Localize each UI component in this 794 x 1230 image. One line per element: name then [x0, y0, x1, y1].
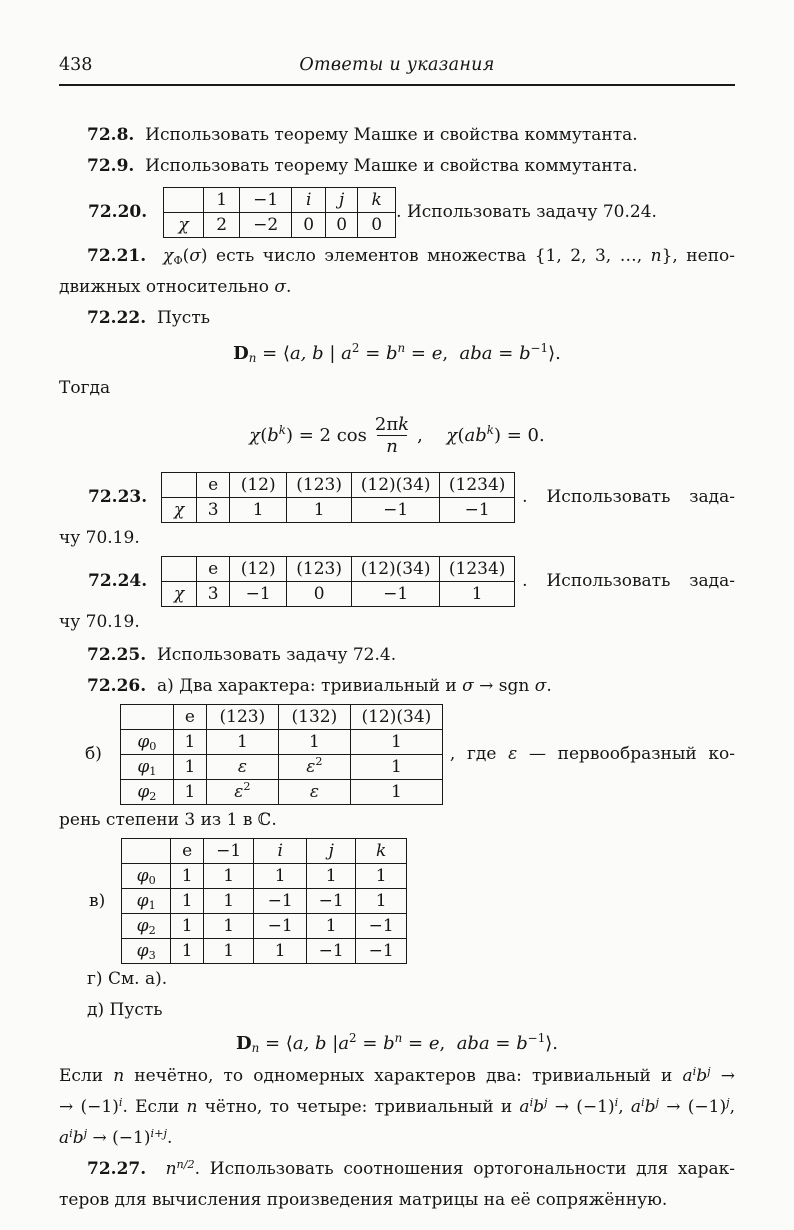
table-cell: (12)(34)	[352, 557, 440, 582]
answer-72-23	[88, 472, 735, 523]
table-row	[122, 839, 407, 864]
equation-part-left: $\chi(b^k) = 2$ cos	[249, 422, 367, 446]
table-row	[162, 498, 515, 523]
table-cell: 1	[350, 780, 442, 805]
table-cell	[162, 473, 197, 498]
table-cell: −1	[352, 582, 440, 607]
character-table-72-26-b	[120, 704, 443, 805]
answer-72-21-line2: движных относительно σ.	[59, 277, 292, 297]
table-cell: −1	[307, 889, 356, 914]
answer-72-8: 72.8. Использовать теорему Машке и свойства коммутанта.	[87, 125, 638, 145]
answer-number-72-20: 72.20.	[88, 202, 148, 222]
table-cell: 0	[292, 213, 326, 238]
table-row	[122, 864, 407, 889]
table-row	[162, 582, 515, 607]
table-cell	[122, 839, 171, 864]
equation-dihedral-group-2: $D_n$ = ⟨a, b $|a^2 = b^n = e$, aba = $b^{-1}⟩$.	[235, 1031, 559, 1056]
table-row	[122, 889, 407, 914]
table-cell: $\varepsilon^2$	[278, 755, 350, 780]
table-cell: 1	[204, 914, 254, 939]
answer-72-24	[88, 556, 735, 607]
answer-tail-72-24: . Использовать зада-	[522, 571, 735, 591]
answer-72-21-line1: 72.21. $\chi_\Phi(\sigma)$ есть число элементов множества {1, 2, 3, …, n}, непо-	[87, 246, 735, 268]
table-cell: −1	[440, 498, 515, 523]
answer-72-26-v	[89, 838, 735, 964]
table-cell: 1	[171, 939, 204, 964]
character-table-72-23	[161, 472, 515, 523]
table-cell: χ	[162, 498, 197, 523]
table-cell: $\varphi_1$	[122, 889, 171, 914]
table-cell: 1	[173, 755, 206, 780]
table-cell: j	[307, 839, 356, 864]
answer-72-21	[59, 241, 735, 303]
table-row	[120, 780, 442, 805]
table-cell: 0	[326, 213, 358, 238]
answer-72-26-g: г) См. а).	[87, 969, 168, 989]
answer-72-24-cont: чу 70.19.	[59, 612, 140, 632]
table-cell: k	[356, 839, 407, 864]
table-cell: $\varphi_0$	[122, 864, 171, 889]
parity-line1: Если n нечётно, то одномерных характеров два: тривиальный и $a^ib^j$ →	[59, 1064, 735, 1086]
table-cell: j	[326, 188, 358, 213]
answer-72-26-b	[85, 704, 735, 805]
fraction-denominator: n	[377, 435, 407, 457]
table-cell: −2	[240, 213, 292, 238]
table-cell: $\varphi_1$	[120, 755, 173, 780]
character-table-72-26-v	[121, 838, 407, 964]
table-row	[164, 213, 396, 238]
table-row	[120, 755, 442, 780]
table-cell: −1	[307, 939, 356, 964]
answer-72-22-intro: 72.22. Пусть	[87, 308, 210, 328]
table-cell: 1	[254, 939, 307, 964]
character-table-72-24	[161, 556, 515, 607]
page-header	[59, 50, 735, 86]
table-cell: (132)	[278, 705, 350, 730]
table-cell: (1234)	[440, 557, 515, 582]
table-cell: −1	[356, 939, 407, 964]
table-cell: $\varphi_3$	[122, 939, 171, 964]
table-cell: (123)	[206, 705, 278, 730]
answer-72-27-line2: теров для вычисления произведения матрицы на её сопряжённую.	[59, 1190, 668, 1210]
table-cell: ε	[278, 780, 350, 805]
table-cell: $\varphi_2$	[120, 780, 173, 805]
answer-tail-72-26-b: , где ε — первообразный ко-	[449, 744, 735, 764]
table-cell: e	[197, 557, 230, 582]
table-cell: 1	[350, 755, 442, 780]
table-cell: (12)(34)	[352, 473, 440, 498]
table-cell: $\varphi_2$	[122, 914, 171, 939]
table-cell: 1	[204, 864, 254, 889]
table-cell: −1	[356, 914, 407, 939]
table-cell: i	[292, 188, 326, 213]
table-cell: −1	[240, 188, 292, 213]
table-cell: i	[254, 839, 307, 864]
table-cell: −1	[230, 582, 287, 607]
table-cell: 0	[358, 213, 396, 238]
table-cell: 1	[171, 864, 204, 889]
table-cell: (12)	[230, 473, 287, 498]
fraction-numerator: 2πk	[374, 413, 410, 435]
answer-72-26-d: д) Пусть	[87, 1000, 163, 1020]
table-row	[162, 557, 515, 582]
table-cell: 2	[204, 213, 240, 238]
table-row	[120, 730, 442, 755]
character-table-72-20	[163, 187, 396, 238]
answer-72-27-line1: 72.27. $n^{n/2}$. Использовать соотношения ортогональности для харак-	[87, 1157, 735, 1179]
table-cell: 3	[197, 582, 230, 607]
answer-72-25: 72.25. Использовать задачу 72.4.	[87, 645, 397, 665]
answer-72-27	[59, 1154, 735, 1216]
table-cell: 0	[287, 582, 352, 607]
table-cell: 1	[230, 498, 287, 523]
page-number: 438	[59, 55, 93, 75]
table-row	[164, 188, 396, 213]
answer-tail-72-23: . Использовать зада-	[522, 487, 735, 507]
table-cell: −1	[254, 914, 307, 939]
table-cell: (123)	[287, 557, 352, 582]
table-row	[120, 705, 442, 730]
table-cell: 1	[254, 864, 307, 889]
table-cell: −1	[254, 889, 307, 914]
table-cell: 1	[206, 730, 278, 755]
parity-line2: → $(-1)^i$. Если n чётно, то четыре: тривиальный и $a^ib^j \to (-1)^i$, $a^ib^j \to (-1)^j$,	[59, 1095, 735, 1117]
table-cell: 1	[287, 498, 352, 523]
table-cell: 1	[173, 780, 206, 805]
table-cell: (12)	[230, 557, 287, 582]
answer-72-26-a: 72.26. а) Два характера: тривиальный и σ → sgn σ.	[87, 676, 552, 696]
table-cell: 1	[204, 889, 254, 914]
table-cell: 1	[173, 730, 206, 755]
equation-character-values	[59, 406, 735, 464]
table-cell: 1	[356, 864, 407, 889]
table-cell: 1	[307, 864, 356, 889]
answer-number-72-24: 72.24.	[88, 571, 148, 591]
answer-72-23-cont: чу 70.19.	[59, 528, 140, 548]
equation-part-right: , $\chi(ab^k) = 0$.	[417, 422, 545, 446]
table-cell: $\varepsilon^2$	[206, 780, 278, 805]
table-row	[122, 914, 407, 939]
table-cell: χ	[162, 582, 197, 607]
table-cell	[162, 557, 197, 582]
table-cell: (12)(34)	[350, 705, 442, 730]
table-cell: 1	[307, 914, 356, 939]
item-label-v: в)	[89, 890, 106, 911]
equation-dihedral-group: $D_n$ = ⟨a, b | $a^2 = b^n = e$, aba = $b^{-1}⟩$.	[233, 341, 561, 366]
table-row	[122, 939, 407, 964]
answer-72-20	[88, 187, 735, 238]
running-title: Ответы и указания	[299, 55, 495, 75]
table-cell	[120, 705, 173, 730]
table-cell: (1234)	[440, 473, 515, 498]
answer-tail-72-20: . Использовать задачу 70.24.	[396, 202, 657, 222]
table-cell: 1	[278, 730, 350, 755]
answer-72-22-then: Тогда	[59, 378, 111, 398]
table-cell: 1	[171, 889, 204, 914]
table-cell: 1	[440, 582, 515, 607]
table-cell: ε	[206, 755, 278, 780]
table-cell: e	[197, 473, 230, 498]
table-cell: 1	[350, 730, 442, 755]
parity-line3: $a^ib^j \to (-1)^{i+j}$.	[59, 1126, 173, 1148]
table-cell: −1	[204, 839, 254, 864]
answer-72-9: 72.9. Использовать теорему Машке и свойства коммутанта.	[87, 156, 638, 176]
table-cell: $\varphi_0$	[120, 730, 173, 755]
table-row	[162, 473, 515, 498]
answer-number-72-23: 72.23.	[88, 487, 148, 507]
table-cell: k	[358, 188, 396, 213]
item-label-b: б)	[85, 744, 102, 764]
table-cell: χ	[164, 213, 204, 238]
table-cell: 1	[204, 188, 240, 213]
table-cell: −1	[352, 498, 440, 523]
table-cell: 1	[356, 889, 407, 914]
table-cell: e	[173, 705, 206, 730]
table-cell: 1	[171, 914, 204, 939]
table-cell	[164, 188, 204, 213]
table-cell: 3	[197, 498, 230, 523]
table-cell: (123)	[287, 473, 352, 498]
table-cell: e	[171, 839, 204, 864]
answer-72-26-b-cont: рень степени 3 из 1 в ℂ.	[59, 810, 277, 830]
table-cell: 1	[204, 939, 254, 964]
fraction	[372, 414, 412, 457]
answer-72-26-parity	[59, 1061, 735, 1154]
